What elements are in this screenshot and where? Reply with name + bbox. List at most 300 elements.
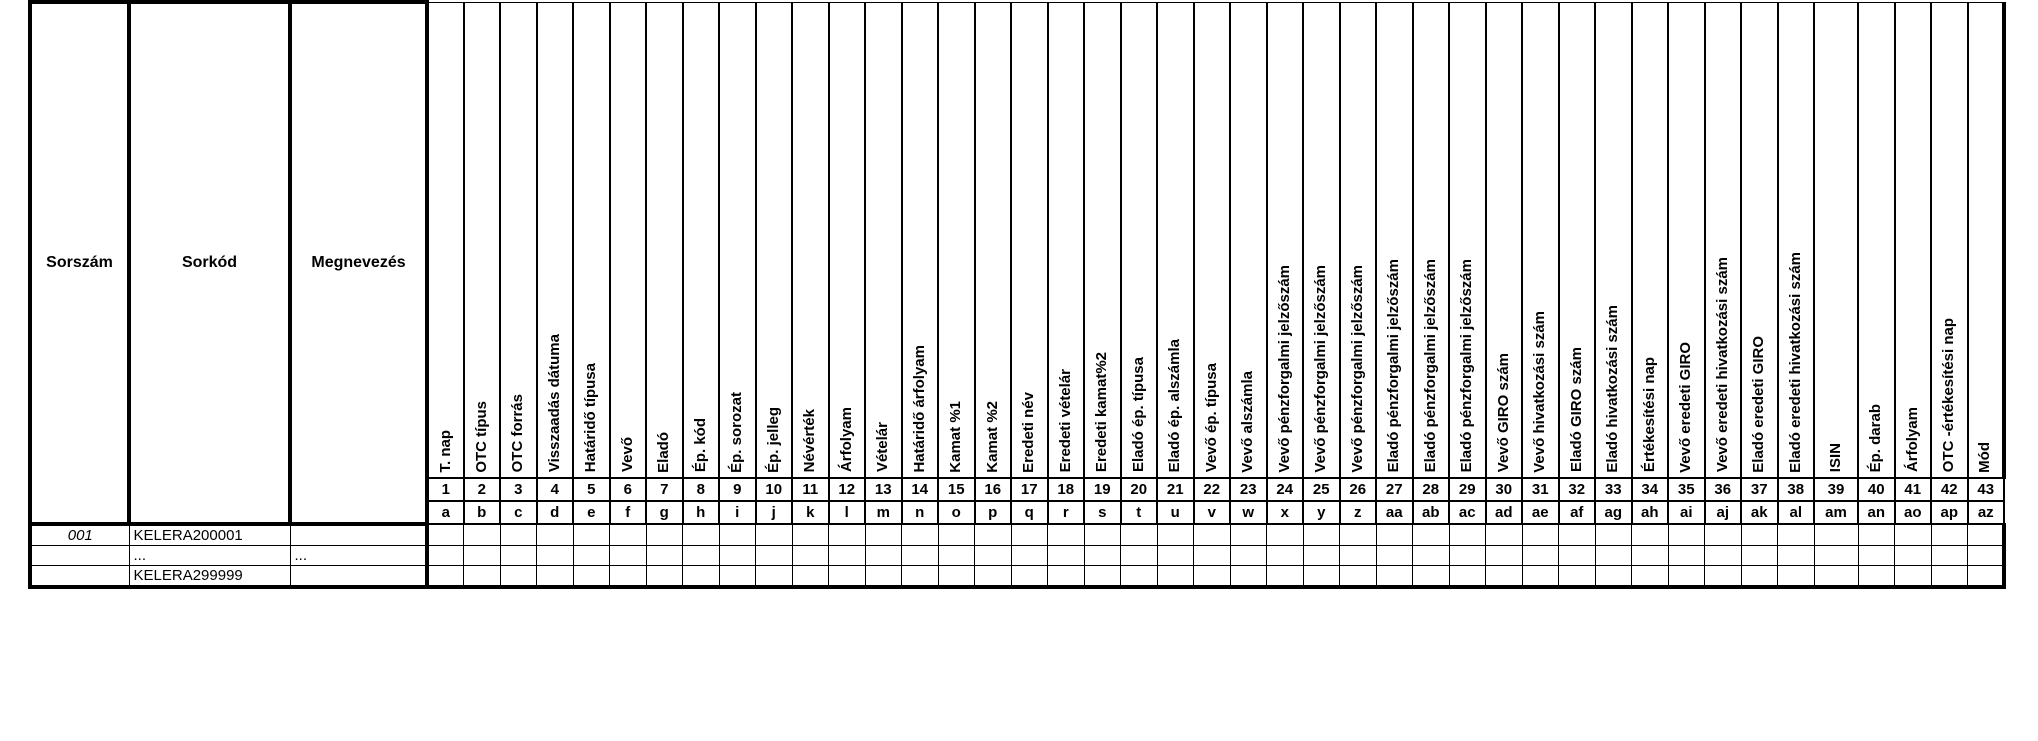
column-letter: b: [464, 501, 501, 524]
column-header: [1376, 2, 1413, 478]
data-cell[interactable]: [500, 524, 537, 546]
column-header-label: OTC -értékesítési nap: [1940, 318, 1958, 473]
column-letter: r: [1048, 501, 1085, 524]
column-header-label: Határidő árfolyam: [910, 344, 928, 473]
data-cell[interactable]: [1048, 545, 1085, 565]
data-cell[interactable]: [1413, 524, 1450, 546]
cell-sorkod[interactable]: KELERA200001: [129, 524, 290, 546]
column-letter: ah: [1632, 501, 1669, 524]
data-cell[interactable]: [537, 545, 574, 565]
column-letter: ac: [1449, 501, 1486, 524]
column-letter: ag: [1595, 501, 1632, 524]
column-header: [1267, 2, 1304, 478]
column-number: 40: [1858, 478, 1895, 501]
data-cell[interactable]: [1968, 545, 2005, 565]
column-number: 9: [719, 478, 756, 501]
data-cell[interactable]: [1858, 524, 1895, 546]
column-letter: a: [427, 501, 464, 524]
column-letter: u: [1157, 501, 1194, 524]
data-cell[interactable]: [1413, 565, 1450, 587]
data-cell[interactable]: [464, 565, 501, 587]
data-cell[interactable]: [1595, 545, 1632, 565]
column-letter: ak: [1741, 501, 1778, 524]
column-number: 20: [1121, 478, 1158, 501]
column-number: 29: [1449, 478, 1486, 501]
data-cell[interactable]: [792, 565, 829, 587]
column-letter: p: [975, 501, 1012, 524]
data-cell[interactable]: [1449, 545, 1486, 565]
column-number: 2: [464, 478, 501, 501]
data-cell[interactable]: [573, 565, 610, 587]
data-cell[interactable]: [1449, 524, 1486, 546]
column-header-label: Ép. jelleg: [764, 406, 782, 473]
column-header-label: Ép. sorozat: [728, 391, 746, 473]
column-header: [1668, 2, 1705, 478]
data-cell[interactable]: [1741, 565, 1778, 587]
data-cell[interactable]: [646, 524, 683, 546]
data-cell[interactable]: [1522, 545, 1559, 565]
header-sorszam: Sorszám: [30, 2, 129, 524]
data-cell[interactable]: [1895, 565, 1932, 587]
column-header: [938, 2, 975, 478]
data-cell[interactable]: [464, 545, 501, 565]
data-cell[interactable]: [1778, 565, 1815, 587]
column-number: 26: [1340, 478, 1377, 501]
column-header-label: Árfolyam: [837, 407, 855, 473]
column-header-label: Ép. darab: [1867, 404, 1885, 473]
column-header: [1413, 2, 1450, 478]
column-header-label: Eladó pénzforgalmi jelzőszám: [1385, 259, 1403, 473]
column-header: [1632, 2, 1669, 478]
header-megnevezes: Megnevezés: [290, 2, 427, 524]
data-cell[interactable]: [1267, 565, 1304, 587]
data-cell[interactable]: [756, 545, 793, 565]
column-header: [719, 2, 756, 478]
column-letter: ab: [1413, 501, 1450, 524]
data-cell[interactable]: [1194, 545, 1231, 565]
column-header-label: T. nap: [436, 429, 454, 473]
column-header: [1741, 2, 1778, 478]
data-cell[interactable]: [1048, 524, 1085, 546]
column-header: [683, 2, 720, 478]
data-cell[interactable]: [1559, 545, 1596, 565]
data-cell[interactable]: [1011, 524, 1048, 546]
column-header: [975, 2, 1012, 478]
data-cell[interactable]: [1858, 545, 1895, 565]
column-letter: k: [792, 501, 829, 524]
column-header: [573, 2, 610, 478]
column-header: [1230, 2, 1267, 478]
data-cell[interactable]: [1376, 524, 1413, 546]
data-cell[interactable]: [537, 524, 574, 546]
cell-sorkod[interactable]: ...: [129, 545, 290, 565]
column-number: 30: [1486, 478, 1523, 501]
data-cell[interactable]: [1121, 524, 1158, 546]
column-number: 41: [1895, 478, 1932, 501]
data-cell[interactable]: [1303, 524, 1340, 546]
column-header-label: Eladó pénzforgalmi jelzőszám: [1458, 259, 1476, 473]
data-cell[interactable]: [865, 524, 902, 546]
column-number: 38: [1778, 478, 1815, 501]
data-cell[interactable]: [1084, 524, 1121, 546]
data-cell[interactable]: [1267, 545, 1304, 565]
column-letter: l: [829, 501, 866, 524]
data-cell[interactable]: [1632, 545, 1669, 565]
data-cell[interactable]: [1194, 565, 1231, 587]
data-cell[interactable]: [865, 545, 902, 565]
data-cell[interactable]: [1340, 545, 1377, 565]
column-header-label: Kamat %2: [983, 400, 1001, 473]
column-header: [1559, 2, 1596, 478]
data-cell[interactable]: [427, 565, 464, 587]
data-cell[interactable]: [719, 545, 756, 565]
table-row: [30, 524, 2004, 546]
data-cell[interactable]: [1157, 565, 1194, 587]
data-cell[interactable]: [1814, 524, 1858, 546]
data-cell[interactable]: [829, 524, 866, 546]
data-cell[interactable]: [500, 545, 537, 565]
data-cell[interactable]: [1303, 565, 1340, 587]
column-header-label: Vevő: [618, 437, 636, 473]
column-header-label: Eladó eredeti hivatkozási szám: [1786, 251, 1804, 473]
column-number: 17: [1011, 478, 1048, 501]
data-cell[interactable]: [1705, 545, 1742, 565]
column-number: 24: [1267, 478, 1304, 501]
data-cell[interactable]: [1931, 565, 1968, 587]
data-cell[interactable]: [610, 545, 647, 565]
data-cell[interactable]: [975, 524, 1012, 546]
column-header-label: Vevő ép. típusa: [1202, 363, 1220, 473]
data-cell[interactable]: [1084, 545, 1121, 565]
data-cell[interactable]: [1121, 545, 1158, 565]
column-letter: h: [683, 501, 720, 524]
column-letter: ae: [1522, 501, 1559, 524]
column-letter: z: [1340, 501, 1377, 524]
column-header: [865, 2, 902, 478]
data-cell[interactable]: [1121, 565, 1158, 587]
column-header: [537, 2, 574, 478]
data-cell[interactable]: [865, 565, 902, 587]
column-header-label: Vevő pénzforgalmi jelzőszám: [1312, 264, 1330, 473]
data-cell[interactable]: [1084, 565, 1121, 587]
column-letter: al: [1778, 501, 1815, 524]
data-cell[interactable]: [1559, 565, 1596, 587]
column-letter: aa: [1376, 501, 1413, 524]
column-letter: x: [1267, 501, 1304, 524]
column-number: 23: [1230, 478, 1267, 501]
data-cell[interactable]: [464, 524, 501, 546]
data-cell[interactable]: [1413, 545, 1450, 565]
data-cell[interactable]: [1303, 545, 1340, 565]
column-number: 32: [1559, 478, 1596, 501]
column-header-label: Vevő eredeti hivatkozási szám: [1713, 257, 1731, 473]
data-cell[interactable]: [1741, 524, 1778, 546]
column-header-label: Vevő GIRO szám: [1494, 353, 1512, 473]
column-number: 37: [1741, 478, 1778, 501]
column-header: [610, 2, 647, 478]
column-letter: c: [500, 501, 537, 524]
column-header-label: Árfolyam: [1903, 407, 1921, 473]
data-cell[interactable]: [1267, 524, 1304, 546]
data-cell[interactable]: [1931, 524, 1968, 546]
data-cell[interactable]: [756, 524, 793, 546]
column-header: [1522, 2, 1559, 478]
data-cell[interactable]: [500, 565, 537, 587]
column-letter: e: [573, 501, 610, 524]
column-number: 6: [610, 478, 647, 501]
data-cell[interactable]: [1157, 524, 1194, 546]
column-header: [1340, 2, 1377, 478]
cell-megnevezes[interactable]: ...: [290, 545, 427, 565]
column-header: [1858, 2, 1895, 478]
data-cell[interactable]: [573, 545, 610, 565]
column-header: [427, 2, 464, 478]
data-cell[interactable]: [975, 565, 1012, 587]
data-cell[interactable]: [1705, 565, 1742, 587]
column-number: 14: [902, 478, 939, 501]
data-cell[interactable]: [1668, 545, 1705, 565]
column-number: 28: [1413, 478, 1450, 501]
column-letter: q: [1011, 501, 1048, 524]
data-cell[interactable]: [1595, 565, 1632, 587]
data-cell[interactable]: [683, 545, 720, 565]
data-cell[interactable]: [1048, 565, 1085, 587]
column-header: [1084, 2, 1121, 478]
data-cell[interactable]: [792, 545, 829, 565]
column-header-label: Vételár: [874, 422, 892, 473]
column-header-label: Vevő hivatkozási szám: [1531, 310, 1549, 473]
column-header: [1778, 2, 1815, 478]
data-cell[interactable]: [683, 565, 720, 587]
column-header-label: Vevő alszámla: [1239, 370, 1257, 473]
data-cell[interactable]: [829, 565, 866, 587]
column-number: 43: [1968, 478, 2005, 501]
data-cell[interactable]: [1632, 524, 1669, 546]
column-number: 36: [1705, 478, 1742, 501]
column-header-label: Eladó GIRO szám: [1567, 347, 1585, 473]
data-cell[interactable]: [1705, 524, 1742, 546]
data-cell[interactable]: [719, 565, 756, 587]
column-letter: az: [1968, 501, 2005, 524]
table-row: [30, 565, 2004, 587]
data-cell[interactable]: [1011, 545, 1048, 565]
data-cell[interactable]: [1778, 524, 1815, 546]
column-header: [1968, 2, 2005, 478]
column-header-label: Vevő eredeti GIRO: [1677, 341, 1695, 473]
data-cell[interactable]: [1230, 545, 1267, 565]
column-letter: v: [1194, 501, 1231, 524]
column-header: [1121, 2, 1158, 478]
data-cell[interactable]: [1486, 524, 1523, 546]
column-number: 15: [938, 478, 975, 501]
cell-megnevezes[interactable]: [290, 524, 427, 546]
table-row: [30, 545, 2004, 565]
data-cell[interactable]: [1157, 545, 1194, 565]
column-number: 42: [1931, 478, 1968, 501]
column-letter: i: [719, 501, 756, 524]
data-cell[interactable]: [902, 565, 939, 587]
data-cell[interactable]: [902, 545, 939, 565]
column-number: 19: [1084, 478, 1121, 501]
column-letter: g: [646, 501, 683, 524]
data-cell[interactable]: [610, 524, 647, 546]
column-number: 3: [500, 478, 537, 501]
column-number: 31: [1522, 478, 1559, 501]
data-cell[interactable]: [1340, 565, 1377, 587]
column-header: [1595, 2, 1632, 478]
column-letter: t: [1121, 501, 1158, 524]
data-cell[interactable]: [1895, 545, 1932, 565]
data-cell[interactable]: [1968, 524, 2005, 546]
data-cell[interactable]: [938, 524, 975, 546]
column-header-label: Határidő típusa: [582, 363, 600, 473]
column-letter: am: [1814, 501, 1858, 524]
cell-sorszam[interactable]: 001: [30, 524, 129, 546]
column-header-label: Visszaadás dátuma: [545, 334, 563, 473]
data-cell[interactable]: [1376, 545, 1413, 565]
data-cell[interactable]: [573, 524, 610, 546]
data-cell[interactable]: [427, 545, 464, 565]
data-table: [28, 0, 2006, 589]
column-header: [1931, 2, 1968, 478]
data-cell[interactable]: [427, 524, 464, 546]
column-header-label: Eladó ép. alszámla: [1166, 339, 1184, 473]
column-header-label: Eladó hivatkozási szám: [1604, 304, 1622, 473]
column-header-label: OTC típus: [472, 400, 490, 473]
column-header: [1814, 2, 1858, 478]
data-cell[interactable]: [1011, 565, 1048, 587]
cell-sorszam[interactable]: [30, 565, 129, 587]
data-cell[interactable]: [938, 565, 975, 587]
cell-megnevezes[interactable]: [290, 565, 427, 587]
column-number: 7: [646, 478, 683, 501]
column-number: 33: [1595, 478, 1632, 501]
data-cell[interactable]: [1449, 565, 1486, 587]
column-letter: o: [938, 501, 975, 524]
column-header: [1303, 2, 1340, 478]
data-cell[interactable]: [646, 565, 683, 587]
column-number: 39: [1814, 478, 1858, 501]
data-cell[interactable]: [537, 565, 574, 587]
column-letter: s: [1084, 501, 1121, 524]
data-cell[interactable]: [1632, 565, 1669, 587]
report-sheet: [28, 0, 2006, 589]
column-number: 35: [1668, 478, 1705, 501]
column-letter: aj: [1705, 501, 1742, 524]
column-header: [1157, 2, 1194, 478]
column-letter: f: [610, 501, 647, 524]
data-cell[interactable]: [1814, 545, 1858, 565]
data-cell[interactable]: [1778, 545, 1815, 565]
column-number: 10: [756, 478, 793, 501]
data-cell[interactable]: [1340, 524, 1377, 546]
column-header-label: OTC forrás: [509, 394, 527, 473]
header-row: [30, 2, 2004, 478]
column-number: 34: [1632, 478, 1669, 501]
data-cell[interactable]: [1376, 565, 1413, 587]
data-cell[interactable]: [1931, 545, 1968, 565]
column-number: 13: [865, 478, 902, 501]
column-number: 21: [1157, 478, 1194, 501]
data-cell[interactable]: [792, 524, 829, 546]
data-cell[interactable]: [938, 545, 975, 565]
data-cell[interactable]: [1486, 565, 1523, 587]
column-header-label: Kamat %1: [947, 400, 965, 473]
column-letter: w: [1230, 501, 1267, 524]
data-cell[interactable]: [1968, 565, 2005, 587]
column-letter: ai: [1668, 501, 1705, 524]
column-number: 22: [1194, 478, 1231, 501]
data-cell[interactable]: [1814, 565, 1858, 587]
data-cell[interactable]: [975, 545, 1012, 565]
data-cell[interactable]: [1522, 524, 1559, 546]
data-cell[interactable]: [1486, 545, 1523, 565]
column-header-label: Eredeti név: [1020, 391, 1038, 473]
column-header: [902, 2, 939, 478]
column-header: [1486, 2, 1523, 478]
data-cell[interactable]: [1741, 545, 1778, 565]
column-header-label: Eredeti vételár: [1056, 369, 1074, 473]
data-cell[interactable]: [719, 524, 756, 546]
data-cell[interactable]: [902, 524, 939, 546]
column-header: [646, 2, 683, 478]
data-cell[interactable]: [1668, 524, 1705, 546]
column-header-label: Eladó ép. típusa: [1129, 357, 1147, 473]
data-cell[interactable]: [610, 565, 647, 587]
data-cell[interactable]: [1668, 565, 1705, 587]
column-header-label: Eladó: [655, 431, 673, 473]
column-header: [792, 2, 829, 478]
data-cell[interactable]: [1522, 565, 1559, 587]
data-cell[interactable]: [1858, 565, 1895, 587]
data-cell[interactable]: [756, 565, 793, 587]
column-number: 12: [829, 478, 866, 501]
column-header: [1449, 2, 1486, 478]
data-cell[interactable]: [1595, 524, 1632, 546]
column-number: 1: [427, 478, 464, 501]
data-cell[interactable]: [1230, 565, 1267, 587]
column-header-label: Mód: [1976, 441, 1994, 473]
column-header-label: Eredeti kamat%2: [1093, 352, 1111, 473]
column-letter: ao: [1895, 501, 1932, 524]
column-letter: d: [537, 501, 574, 524]
data-cell[interactable]: [646, 545, 683, 565]
column-header-label: ISIN: [1827, 443, 1844, 473]
cell-sorszam[interactable]: [30, 545, 129, 565]
column-header-label: Értékesítési nap: [1640, 357, 1658, 473]
cell-sorkod[interactable]: KELERA299999: [129, 565, 290, 587]
column-header-label: Vevő pénzforgalmi jelzőszám: [1275, 264, 1293, 473]
column-number: 5: [573, 478, 610, 501]
data-cell[interactable]: [1194, 524, 1231, 546]
column-number: 18: [1048, 478, 1085, 501]
column-number: 11: [792, 478, 829, 501]
header-sorkod: Sorkód: [129, 2, 290, 524]
data-cell[interactable]: [1559, 524, 1596, 546]
data-cell[interactable]: [683, 524, 720, 546]
data-cell[interactable]: [1230, 524, 1267, 546]
column-letter: an: [1858, 501, 1895, 524]
data-cell[interactable]: [829, 545, 866, 565]
column-header-label: Eladó eredeti GIRO: [1750, 335, 1768, 473]
data-cell[interactable]: [1895, 524, 1932, 546]
column-header: [1048, 2, 1085, 478]
column-letter: af: [1559, 501, 1596, 524]
column-header: [1194, 2, 1231, 478]
column-header: [756, 2, 793, 478]
column-number: 27: [1376, 478, 1413, 501]
column-header: [464, 2, 501, 478]
